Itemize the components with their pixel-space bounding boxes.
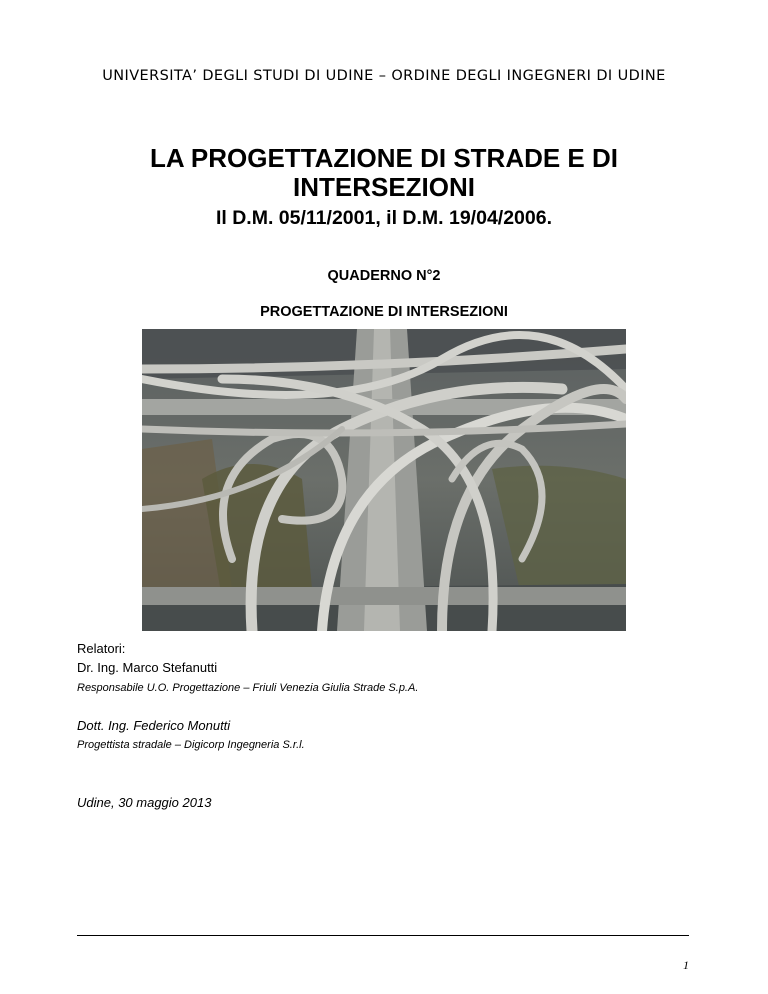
footer-divider	[77, 935, 689, 936]
title-line-1: LA PROGETTAZIONE DI STRADE E DI	[149, 143, 618, 173]
quaderno-number: QUADERNO N°2	[327, 268, 441, 284]
page-number: 1	[683, 958, 689, 972]
relatori-label: Relatori:	[77, 641, 126, 656]
document-header: UNIVERSITA’ DEGLI STUDI DI UDINE – ORDINE DEGLI INGEGNERI DI UDINE	[102, 68, 666, 84]
document-subtitle: Il D.M. 05/11/2001, il D.M. 19/04/2006.	[215, 207, 553, 229]
relatore-name: Dr. Ing. Marco Stefanutti	[77, 660, 218, 675]
title-line-2: INTERSEZIONI	[292, 172, 475, 202]
document-title	[134, 144, 634, 202]
relatore-role: Responsabile U.O. Progettazione – Friuli Venezia Giulia Strade S.p.A.	[77, 682, 419, 694]
relatore-name: Dott. Ing. Federico Monutti	[77, 718, 231, 733]
highway-interchange-photo	[142, 329, 626, 631]
relatore-role: Progettista stradale – Digicorp Ingegneria S.r.l.	[77, 739, 305, 751]
place-date: Udine, 30 maggio 2013	[77, 795, 212, 810]
section-title: PROGETTAZIONE DI INTERSEZIONI	[260, 304, 508, 320]
